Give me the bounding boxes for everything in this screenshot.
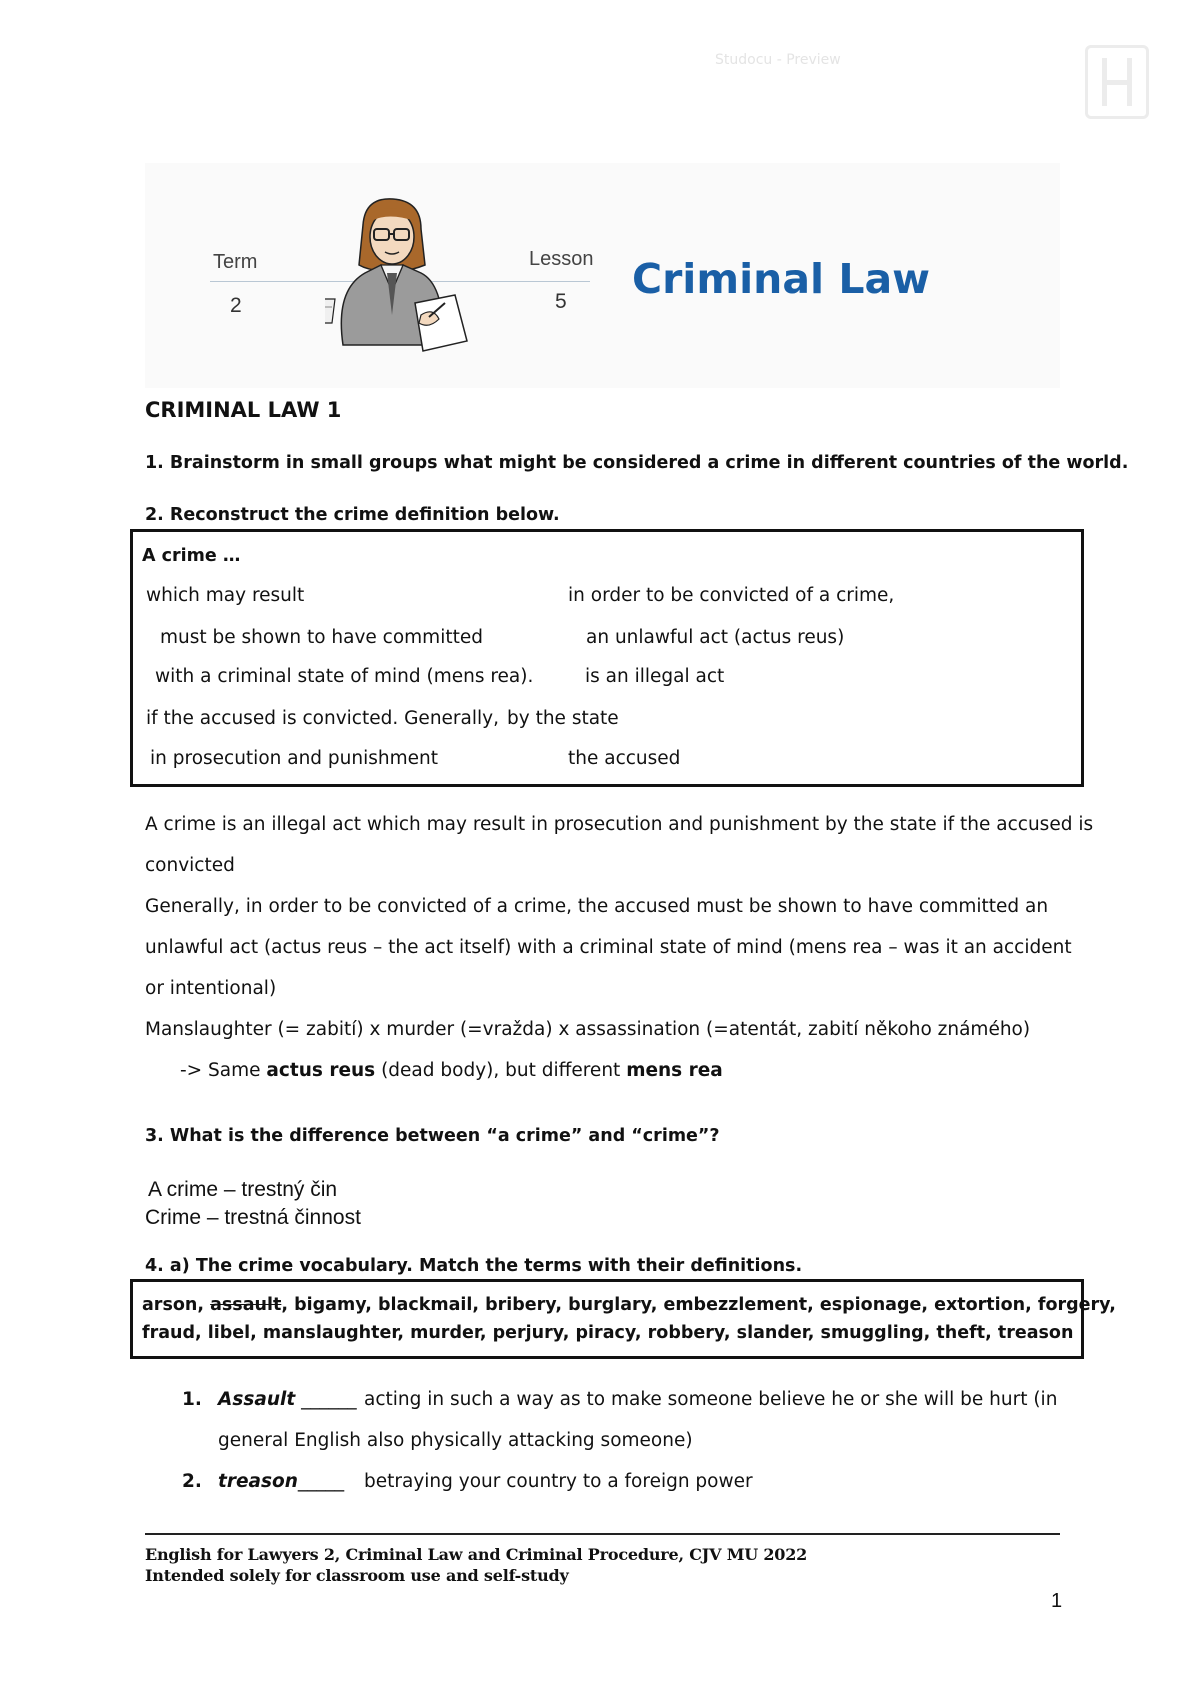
match-definition: acting in such a way as to make someone believe he or she will be hurt (in [364,1389,1058,1410]
fragment: is an illegal act [585,666,725,687]
answer-line: or intentional) [145,978,277,999]
footer-rule [145,1533,1060,1535]
vocabulary-box [130,1279,1084,1359]
match-blank: _____ [297,1471,345,1492]
watermark-text: Studocu - Preview [715,52,841,68]
q3-answer: Crime – trestná činnost [145,1206,361,1229]
answer-line: Manslaughter (= zabití) x murder (=vražda) x assassination (=atentát, zabití někoho známého) [145,1019,1031,1040]
fragment: the accused [568,748,681,769]
term-value: 2 [230,294,242,317]
fragment: in prosecution and punishment [150,748,439,769]
answer-line: Generally, in order to be convicted of a crime, the accused must be shown to have committed an [145,896,1049,917]
fragment: with a criminal state of mind (mens rea). [155,666,534,687]
fragment: must be shown to have committed [160,627,483,648]
page-title: Criminal Law [632,255,930,303]
vocabulary-line-1 [142,1297,1116,1315]
match-item-2 [218,1473,344,1492]
section-title: CRIMINAL LAW 1 [145,398,342,422]
footer-line-1: English for Lawyers 2, Criminal Law and Criminal Procedure, CJV MU 2022 [145,1545,808,1564]
answer-line: convicted [145,855,235,876]
watermark-logo [1085,45,1149,119]
vocabulary-line-2: fraud, libel, manslaughter, murder, perjury, piracy, robbery, slander, smuggling, theft, treason [142,1323,1074,1343]
q3-answer: A crime – trestný čin [148,1178,338,1201]
answer-line: A crime is an illegal act which may result in prosecution and punishment by the state if the accused is [145,814,1094,835]
match-number: 1. [182,1389,202,1410]
vocab-term: arson, [142,1295,211,1315]
match-blank: ______ [295,1389,357,1410]
match-number: 2. [182,1471,202,1492]
question-4a: 4. a) The crime vocabulary. Match the terms with their definitions. [145,1256,803,1276]
fragment: which may result [146,585,305,606]
match-term: treason [218,1471,298,1492]
answer-line: unlawful act (actus reus – the act itself) with a criminal state of mind (mens rea – was it an accident [145,937,1072,958]
note-middle: (dead body), but different [375,1060,627,1081]
term-label: Term [213,251,258,273]
note-prefix: -> Same [180,1060,267,1081]
lawyer-illustration [325,195,475,355]
page-number: 1 [1051,1590,1063,1612]
match-item-1 [218,1391,357,1410]
match-term: Assault [218,1389,296,1410]
match-definition: betraying your country to a foreign power [364,1471,753,1492]
lesson-label: Lesson [529,248,594,270]
vocab-terms: , bigamy, blackmail, bribery, burglary, embezzlement, espionage, extortion, forgery, [281,1295,1116,1315]
question-3: 3. What is the difference between “a crime” and “crime”? [145,1126,720,1146]
question-2: 2. Reconstruct the crime definition below. [145,505,560,525]
match-definition-cont: general English also physically attacking someone) [218,1430,693,1451]
vocab-term-used: assault [210,1295,282,1315]
fragment: by the state [507,708,619,729]
actus-reus-note [180,1062,723,1081]
definition-box-heading: A crime … [142,546,241,566]
lesson-value: 5 [555,290,567,313]
fragment: an unlawful act (actus reus) [586,627,845,648]
fragment: if the accused is convicted. Generally, [146,708,499,729]
question-1: 1. Brainstorm in small groups what might be considered a crime in different countries of the world. [145,453,1129,473]
footer-line-2: Intended solely for classroom use and self-study [145,1566,569,1585]
note-bold: mens rea [626,1060,723,1081]
fragment: in order to be convicted of a crime, [568,585,895,606]
note-bold: actus reus [266,1060,376,1081]
